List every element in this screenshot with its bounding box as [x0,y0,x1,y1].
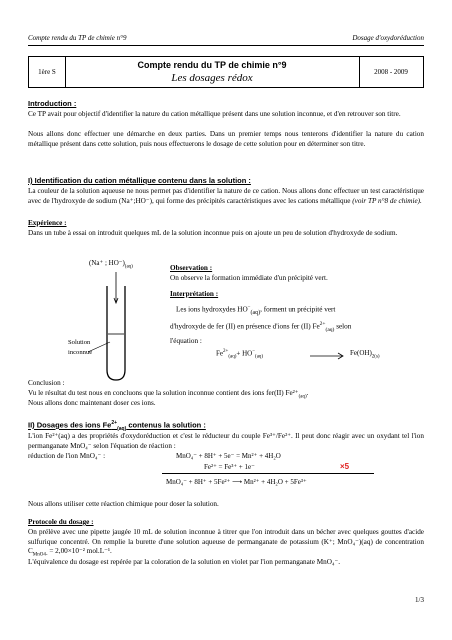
interpretation-line-2: d'hydroxyde de fer (II) en présence d'ions fer (II) $Fe^{2+}_{(aq)}$ selon [170,321,352,333]
equivalence-text: L'équivalence du dosage est repérée par la coloration de la solution en violet par l'ion permanganate MnO₄⁻. [28,558,341,566]
intro-heading: Introduction : [28,99,77,108]
precipitation-equation-right: $Fe(OH)_{2(s)}$ [350,349,380,360]
section2-paragraph: L'ion Fe²⁺(aq) a des propriétés d'oxydoréduction et c'est le réducteur du couple Fe³⁺/Fe²⁺. Il peut donc réagir avec un oxydant tel l'ion permanganate MnO₄⁻ selon l'équation de réaction : [28,432,424,450]
protocol-text: On prélève avec une pipette jaugée 10 mL de solution inconnue à titrer que l'on introduit dans un bécher avec quelques gouttes d'acide sulfurique concentré. On remplie la burette d'une solution aqueuse de permanganate de potassium (K⁺; MnO₄⁻)(aq) de concentration $C_{MnO4-} = 2,00\times 10^{-2}$ mol.L⁻¹. [28,528,424,558]
reaction-arrow [310,352,346,360]
solution-label: Solution inconnue [68,339,93,356]
running-header-left: Compte rendu du TP de chimie n°9 [28,34,127,42]
header-rule [28,45,424,46]
interpretation-line-1: Les ions hydroxydes $HO^-_{(aq)}$, forment un précipité vert [176,305,336,316]
observation-label: Observation : [170,264,213,272]
section2-heading: II) Dosages des ions $Fe^{2+}_{(aq)}$ contenus la solution : [28,420,206,432]
running-header-right: Dosage d'oxydoréduction [352,34,424,42]
test-tube-diagram [104,272,132,384]
precipitation-equation-left: $Fe^{2+}_{(aq)}+ HO^-_{(aq)}$ [216,349,264,360]
section1-paragraph: La couleur de la solution aqueuse ne nous permet pas d'identifier la nature de ce cation. Nous allons donc effectuer un test caractéristique avec de l'hydroxyde de sodium (Na⁺;HO⁻), qui forme des précipités caractéristiques avec les cations métallique (voir TP n°8 de chimie). [28,187,424,205]
conclusion-text-2: Nous allons donc maintenant doser ces ions. [28,399,156,407]
reagent-label: (Na⁺ ; $HO^-)_{(aq)}$ [89,259,133,270]
conclusion-text: Vu le résultat du test nous en concluons que la solution inconnue contient des ions fer(II) $Fe^{2+}_{(aq)}$. [28,389,309,400]
class-label: 1ère S [38,68,56,76]
title-box [28,56,424,88]
school-year: 2008 - 2009 [374,68,408,76]
reduction-label: réduction de l'ion MnO₄⁻ : [28,452,106,460]
half-equation-mno4: MnO₄⁻ + 8H⁺ + 5e⁻ = Mn²⁺ + 4H₂O [176,452,281,460]
section1-heading: I) Identification du cation métallique contenu dans la solution : [28,176,251,185]
global-equation: MnO₄⁻ + 8H⁺ + 5Fe²⁺ ⟶ Mn²⁺ + 4H₂O + 5Fe³⁺ [166,478,307,486]
observation-text: On observe la formation immédiate d'un précipité vert. [170,274,328,282]
experience-text: Dans un tube à essai on introduit quelques mL de la solution inconnue puis on ajoute un peu de solution d'hydroxyde de sodium. [28,229,398,237]
protocol-label: Protocole du dosage : [28,518,94,526]
doc-subtitle: Les dosages rédox [171,72,253,84]
addition-rule [162,473,374,474]
intro-paragraph-1: Ce TP avait pour objectif d'identifier la nature du cation métallique présent dans une solution inconnue, et d'en retrouver son titre. [28,110,401,118]
interpretation-line-3: l'équation : [170,337,202,345]
doc-title: Compte rendu du TP de chimie n°9 [137,60,287,70]
multiplier: ×5 [340,462,350,471]
conclusion-label: Conclusion : [28,379,65,387]
section2-usage: Nous allons utiliser cette réaction chimique pour doser la solution. [28,500,219,508]
experience-label: Expérience : [28,219,67,227]
intro-paragraph-2: Nous allons donc effectuer une démarche en deux parties. Dans un premier temps nous tenterons d'identifier la nature du cation métallique présent dans cette solution, puis nous effectuerons le dosage de cette solution pour en déterminer son titre. [28,130,424,148]
interpretation-label: Interprétation : [170,290,219,298]
half-equation-fe: Fe²⁺ = Fe³⁺ + 1e⁻ [204,463,255,471]
page-number: 1/3 [415,596,424,604]
